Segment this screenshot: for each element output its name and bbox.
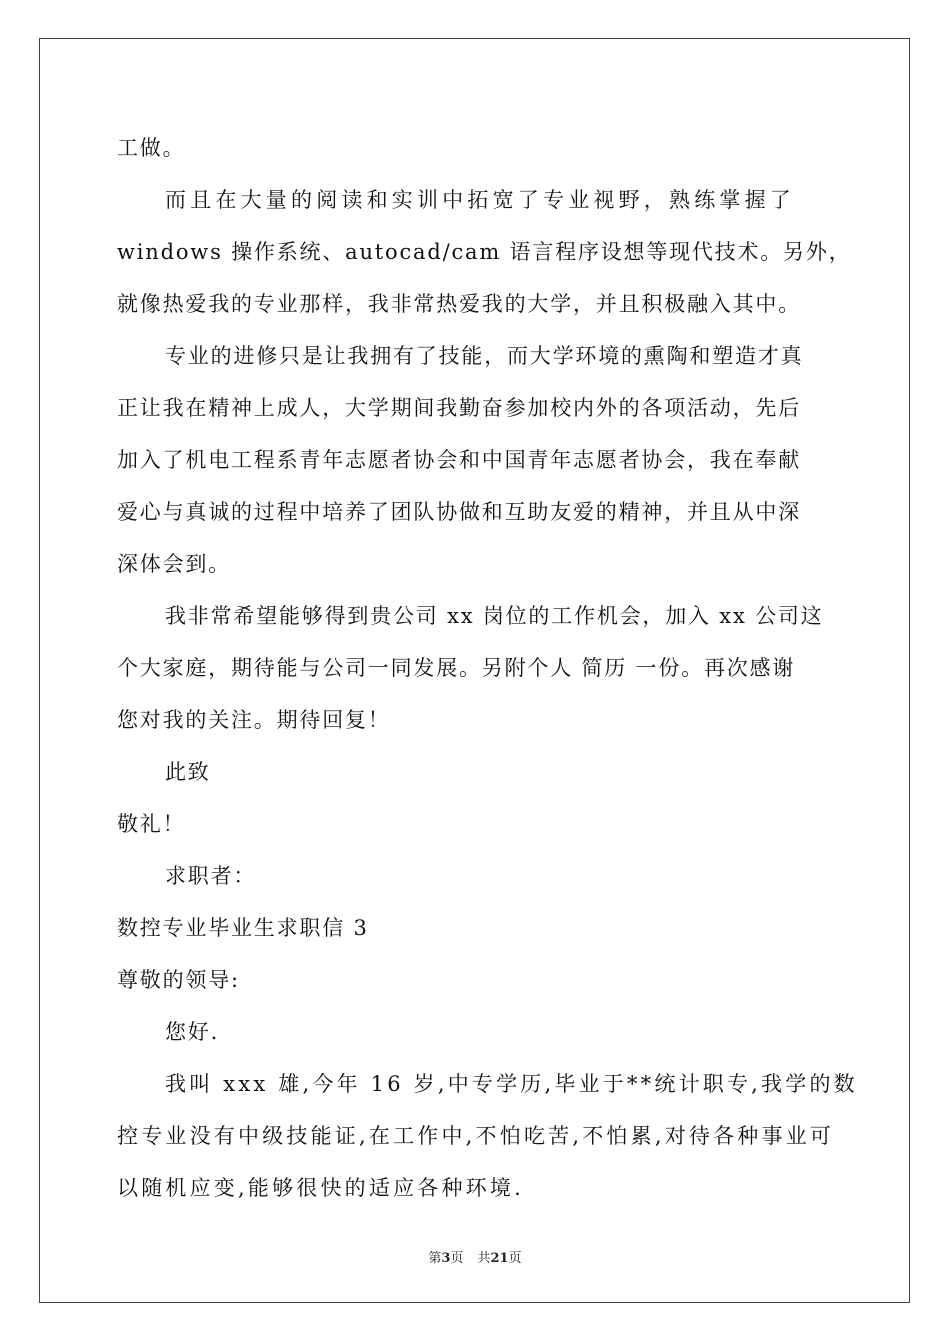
page-prefix: 第: [428, 1251, 442, 1266]
text-line: 深体会到。: [117, 552, 231, 576]
text-line: 工做。: [117, 136, 186, 160]
section-title: 数控专业毕业生求职信 3: [117, 916, 369, 940]
paragraph-start: 而且在大量的阅读和实训中拓宽了专业视野，熟练掌握了: [165, 188, 795, 212]
text-line: 加入了机电工程系青年志愿者协会和中国青年志愿者协会，我在奉献: [117, 448, 801, 472]
text-line: windows 操作系统、autocad/cam 语言程序设想等现代技术。另外，: [117, 240, 852, 264]
text-line: 个大家庭，期待能与公司一同发展。另附个人 简历 一份。再次感谢: [117, 656, 796, 680]
paragraph-start: 专业的进修只是让我拥有了技能，而大学环境的熏陶和塑造才真: [165, 344, 804, 368]
text-line: 正让我在精神上成人，大学期间我勤奋参加校内外的各项活动，先后: [117, 396, 801, 420]
current-page-number: 3: [441, 1251, 451, 1266]
closing-salutation: 此致: [165, 760, 211, 784]
page-footer: [0, 1247, 950, 1266]
page-suffix: 页: [450, 1251, 464, 1266]
text-line: 以随机应变,能够很快的适应各种环境.: [117, 1176, 524, 1200]
text-line: 爱心与真诚的过程中培养了团队协做和互助友爱的精神，并且从中深: [117, 500, 801, 524]
total-page-number: 21: [490, 1251, 509, 1266]
closing-regards: 敬礼！: [117, 812, 186, 836]
greeting: 尊敬的领导:: [117, 968, 240, 992]
total-prefix: 共: [477, 1251, 491, 1266]
document-body: [117, 122, 858, 1214]
greeting-hello: 您好.: [165, 1020, 220, 1044]
paragraph-start: 我非常希望能够得到贵公司 xx 岗位的工作机会，加入 xx 公司这: [165, 604, 824, 628]
text-line: 您对我的关注。期待回复！: [117, 708, 391, 732]
text-line: 就像热爱我的专业那样，我非常热爱我的大学，并且积极融入其中。: [117, 292, 801, 316]
paragraph-start: 我叫 xxx 雄,今年 16 岁,中专学历,毕业于**统计职专,我学的数: [165, 1072, 858, 1096]
total-suffix: 页: [508, 1251, 522, 1266]
text-line: 控专业没有中级技能证,在工作中,不怕吃苦,不怕累,对待各种事业可: [117, 1124, 835, 1148]
signature-label: 求职者：: [165, 864, 257, 888]
